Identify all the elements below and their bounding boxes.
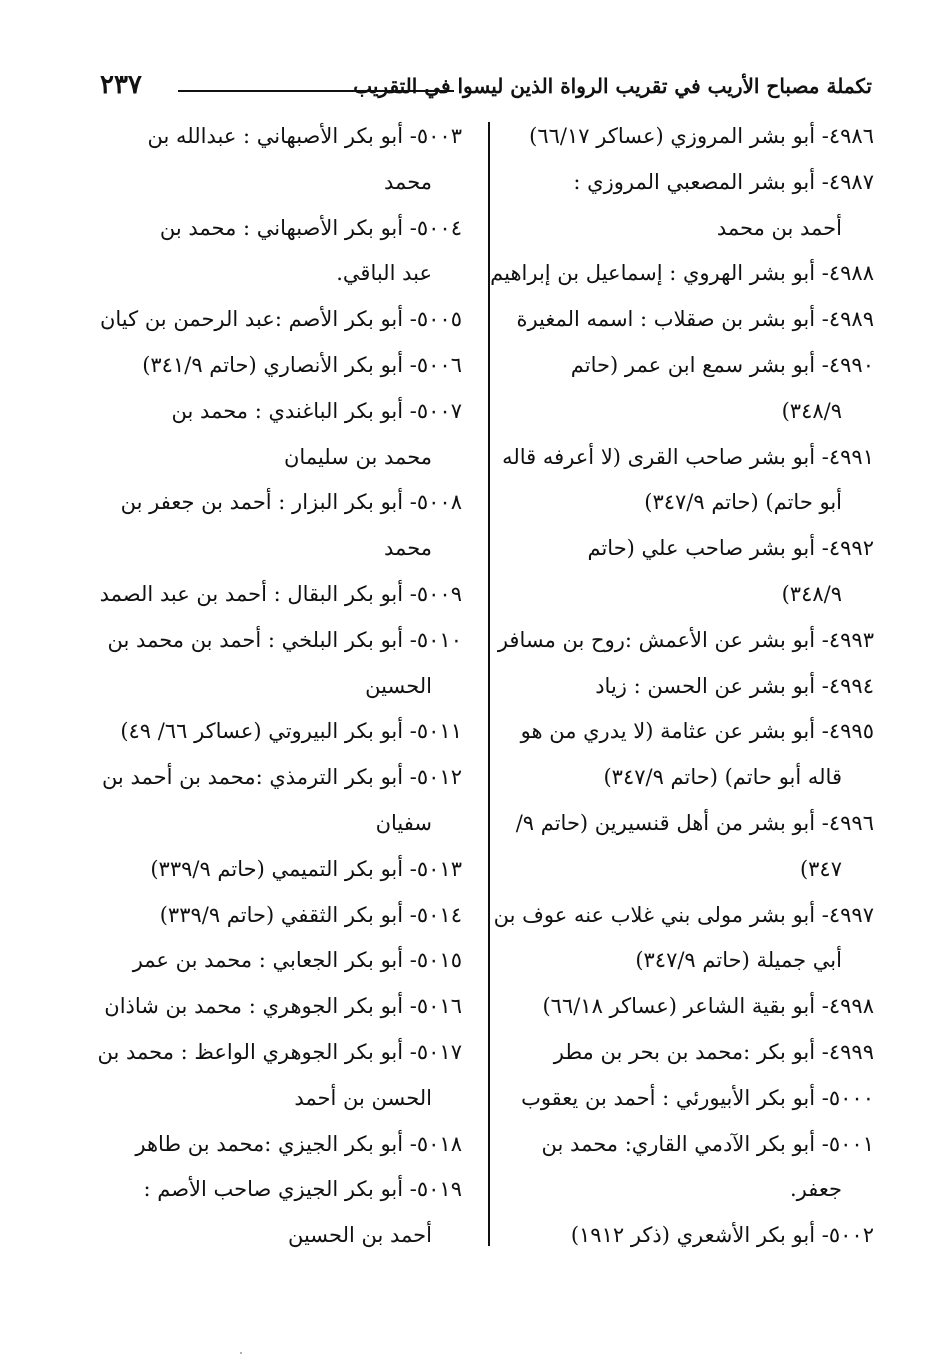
entry-text: ٤٩٩٠- أبو بشر سمع ابن عمر (حاتم [570,352,874,377]
entry-text: ٤٩٩٣- أبو بشر عن الأعمش :روح بن مسافر [497,627,874,652]
entry-continuation: سفيان [375,810,432,835]
list-item [76,618,462,710]
list-item [476,893,874,985]
entry-continuation: أبي جميلة (حاتم ٣٤٧/٩) [635,948,842,973]
entry-continuation: محمد [384,536,432,561]
entry-continuation: الحسن بن أحمد [294,1085,432,1110]
list-item [76,1122,462,1168]
entry-continuation: محمد بن سليمان [284,444,432,469]
entry-continuation: الحسين [365,673,432,698]
entry-text: ٥٠١٩- أبو بكر الجيزي صاحب الأصم : [143,1177,462,1202]
entry-continuation: جعفر. [790,1177,842,1202]
entry-text: ٥٠١٣- أبو بكر التميمي (حاتم ٣٣٩/٩) [150,856,462,881]
entry-text: ٥٠٠٥- أبو بكر الأصم :عبد الرحمن بن كيان [99,307,462,332]
entry-continuation: أبو حاتم) (حاتم ٣٤٧/٩) [644,490,842,515]
list-item [476,251,874,297]
entry-text: ٥٠١٤- أبو بكر الثقفي (حاتم ٣٣٩/٩) [159,902,462,927]
left-column [76,114,462,1259]
list-item [476,297,874,343]
list-item [476,343,874,435]
list-item [76,709,462,755]
entry-text: ٤٩٨٨- أبو بشر الهروي : إسماعيل بن إبراهيم [490,261,874,286]
entry-text: ٤٩٩٥- أبو بشر عن عثامة (لا يدري من هو [520,719,874,744]
list-item [76,938,462,984]
entry-text: ٥٠١١- أبو بكر البيروتي (عساكر ٦٦/ ٤٩) [120,719,462,744]
entry-continuation: ٣٤٨/٩) [781,398,842,423]
list-item [76,389,462,481]
list-item [76,893,462,939]
scan-speck [240,1352,242,1354]
entry-text: ٤٩٨٧- أبو بشر المصعبي المروزي : [573,169,874,194]
entry-text: ٥٠٠٤- أبو بكر الأصبهاني : محمد بن [159,215,462,240]
list-item [476,984,874,1030]
entry-text: ٤٩٩٧- أبو بشر مولى بني غلاب عنه عوف بن [493,902,874,927]
list-item [76,755,462,847]
entry-text: ٤٩٨٩- أبو بشر بن صقلاب : اسمه المغيرة [516,307,874,332]
entry-text: ٥٠٠٣- أبو بكر الأصبهاني : عبدالله بن [147,124,462,148]
list-item [76,984,462,1030]
entry-text: ٥٠١٥- أبو بكر الجعابي : محمد بن عمر [132,948,462,973]
list-item [76,343,462,389]
page-number: ٢٣٧ [100,70,142,100]
entry-text: ٥٠١٧- أبو بكر الجوهري الواعظ : محمد بن [97,1039,462,1064]
entry-text: ٤٩٩٨- أبو بقية الشاعر (عساكر ٦٦/١٨) [542,994,874,1019]
list-item [476,618,874,664]
entry-text: ٥٠٠١- أبو بكر الآدمي القاري: محمد بن [541,1131,874,1156]
list-item [476,709,874,801]
entry-continuation: ٣٤٧) [799,856,842,881]
list-item [76,572,462,618]
entry-text: ٥٠٠٨- أبو بكر البزار : أحمد بن جعفر بن [120,490,462,515]
list-item [76,1167,462,1259]
entry-text: ٥٠٠٠- أبو بكر الأبيورئي : أحمد بن يعقوب [521,1085,874,1110]
list-item [76,480,462,572]
list-item [476,526,874,618]
list-item [476,1122,874,1214]
list-item [76,114,462,206]
list-item [476,160,874,252]
entry-text: ٤٩٩٢- أبو بشر صاحب علي (حاتم [587,536,874,561]
entry-text: ٤٩٩٤- أبو بشر عن الحسن : زياد [595,673,874,698]
entry-continuation: قاله أبو حاتم) (حاتم ٣٤٧/٩) [603,765,842,790]
entry-text: ٥٠١٢- أبو بكر الترمذي :محمد بن أحمد بن [101,765,462,790]
entry-continuation: عبد الباقي. [336,261,432,286]
entry-text: ٤٩٩٦- أبو بشر من أهل قنسيرين (حاتم ٩/ [515,810,874,835]
list-item [76,847,462,893]
entry-text: ٥٠١٠- أبو بكر البلخي : أحمد بن محمد بن [107,627,462,652]
list-item [76,297,462,343]
entry-text: ٥٠١٨- أبو بكر الجيزي :محمد بن طاهر [135,1131,462,1156]
list-item [476,801,874,893]
list-item [476,114,874,160]
entry-text: ٥٠٠٦- أبو بكر الأنصاري (حاتم ٣٤١/٩) [142,352,462,377]
list-item [476,1076,874,1122]
entry-text: ٥٠٠٩- أبو بكر البقال : أحمد بن عبد الصمد [99,581,462,606]
entry-text: ٤٩٩١- أبو بشر صاحب القرى (لا أعرفه قاله [502,444,874,469]
list-item [476,664,874,710]
entry-text: ٥٠١٦- أبو بكر الجوهري : محمد بن شاذان [104,994,462,1019]
list-item [476,1030,874,1076]
page-header [0,70,950,110]
entry-continuation: ٣٤٨/٩) [781,581,842,606]
entry-text: ٥٠٠٧- أبو بكر الباغندي : محمد بن [171,398,462,423]
list-item [476,1213,874,1259]
entry-text: ٤٩٨٦- أبو بشر المروزي (عساكر ٦٦/١٧) [529,124,874,148]
entry-text: ٥٠٠٢- أبو بكر الأشعري (ذكر ١٩١٢) [570,1223,874,1248]
entry-continuation: محمد [384,169,432,194]
running-title: تكملة مصباح الأريب في تقريب الرواة الذين ليسوا في التقريب [353,74,872,98]
entry-continuation: أحمد بن محمد [716,215,842,240]
list-item [76,206,462,298]
entry-text: ٤٩٩٩- أبو بكر :محمد بن بحر بن مطر [553,1039,874,1064]
entry-continuation: أحمد بن الحسين [287,1223,432,1248]
list-item [76,1030,462,1122]
list-item [476,435,874,527]
right-column [476,114,874,1259]
